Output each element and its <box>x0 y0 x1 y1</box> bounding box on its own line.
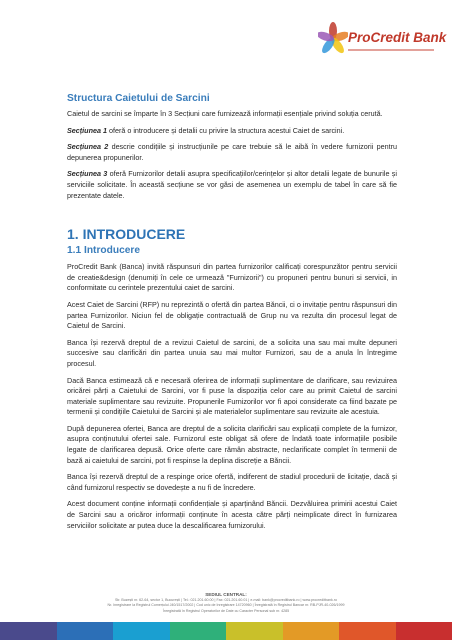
section-2-paragraph <box>67 142 397 163</box>
stripe-segment <box>170 622 227 640</box>
stripe-segment <box>0 622 57 640</box>
footer-line: Înregistrată în Registrul Operatorilor de Date cu Caracter Personal sub nr. 4285 <box>162 608 290 613</box>
procredit-logo-mark-icon <box>318 18 348 60</box>
footer-title: SEDIUL CENTRAL: <box>205 592 247 597</box>
structura-intro: Caietul de sarcini se împarte în 3 Secțiuni care furnizează informații esențiale privind soluția cerută. <box>67 109 383 118</box>
footer-color-stripe <box>0 622 452 640</box>
section-1-paragraph <box>67 126 397 137</box>
body-paragraph: ProCredit Bank (Banca) invită răspunsuri din partea furnizorilor calificați corespunzător pentru servicii de creatie&design (denumiți în cele ce urmează "Furnizorii") cu propuneri pentru bunuri si servicii, in conformitate cu cerintele prezentului caiet de sarcini. <box>67 262 397 293</box>
logo-text: ProCredit Bank <box>348 30 447 45</box>
footer-line: Str. Buzești nr. 62-64, sector 1, București | Tel.: 021.201.60.00 | Fax: 021.201.60.01 | e-mail: bank@procreditbank.ro | www.procreditbank.ro <box>114 598 338 602</box>
chapter-title: 1. INTRODUCERE <box>67 226 186 243</box>
chapter-subtitle: 1.1 Introducere <box>67 245 141 257</box>
section-heading-structura: Structura Caietului de Sarcini <box>67 93 210 104</box>
footer-address <box>0 591 452 614</box>
stripe-segment <box>113 622 170 640</box>
body-paragraph: Acest Caiet de Sarcini (RFP) nu reprezintă o ofertă din partea Băncii, ci o invitație pentru răspunsuri din partea Furnizorilor. Niciun fel de obligație contractuală de Grup nu va rezulta din procesul legat de Caietul de Sarcini. <box>67 299 397 331</box>
procredit-logo <box>318 18 447 60</box>
stripe-segment <box>339 622 396 640</box>
body-paragraph: După depunerea ofertei, Banca are dreptul de a solicita clarificări sau explicații complete de la furnizor, asupra conținutului ofertei sale. Furnizorul este obligat să ofere de îndată toate informațiile posibile legate de clarificarea depusă. Orice oferte care rămân abstracte, neclarificate complet în termenii de bază ai caietului de sarcini, pot fi respinse la deplina discreție a Băncii. <box>67 423 397 465</box>
section-3-paragraph <box>67 169 397 201</box>
section-3-lead: Secțiunea 3 <box>67 169 108 179</box>
document-body <box>67 93 397 537</box>
section-2-text: descrie condițiile și instrucțiunile pe care trebuie să le aibă în vedere furnizorii pentru depunerea propunerilor. <box>67 142 397 162</box>
stripe-segment <box>57 622 114 640</box>
body-paragraph: Acest document conține informații confidențiale și aparținând Băncii. Dezvăluirea primirii acestui Caiet de Sarcini sau a oricăror informații conținute în acesta către părți neimplicate direct în furnizarea serviciilor solicitate ar putea duce la descalificarea furnizorului. <box>67 499 397 530</box>
section-3-text: oferă Furnizorilor detalii asupra specificațiilor/cerințelor și altor detalii legate de bunurile și serviciile solicitate. În această secțiune se vor găsi de asemenea un exemplu de tabel în care să fie prezentate datele. <box>67 169 397 200</box>
stripe-segment <box>396 622 452 640</box>
stripe-segment <box>283 622 340 640</box>
section-1-lead: Secțiunea 1 <box>67 125 107 135</box>
body-paragraph: Dacă Banca estimează că e necesară oferirea de informații suplimentare de clarificare, sau revizuirea oricărei părți a Caietului de Sarcini, vor fi puse la dispoziția celor care au primit Caietul de sarcini materiale suplimentare sau revizuite. Propunerile Furnizorilor vor fi apoi considerate ca fiind bazate pe termenii și condițiile Caietului de Sarcini și ale materialelor suplimentare sau revizuite ale acestuia. <box>67 375 397 417</box>
body-paragraph: Banca își rezervă dreptul de a respinge orice ofertă, indiferent de stadiul procedurii de licitație, dacă și când furnizorul respectiv se dovedește a nu fi de încredere. <box>67 472 397 492</box>
section-2-lead: Secțiunea 2 <box>67 142 109 152</box>
section-1-text: oferă o introducere și detalii cu privire la structura acestui Caiet de sarcini. <box>106 125 345 135</box>
footer-line: Nr. înregistrare la Registrul Comerțului J40/1517/2002 | Cod unic de înregistrare 14720960 | Înregistrată în Registrul Bancar nr. RB-PJR-40-026/1999 <box>107 603 345 608</box>
stripe-segment <box>226 622 283 640</box>
body-paragraph: Banca își rezervă dreptul de a revizui Caietul de sarcini, de a solicita una sau mai multe depuneri succesive sau clarificări din partea unuia sau mai multor Furnizori, sau de a anula în întregime procesul. <box>67 337 397 368</box>
logo-underline <box>348 49 434 51</box>
